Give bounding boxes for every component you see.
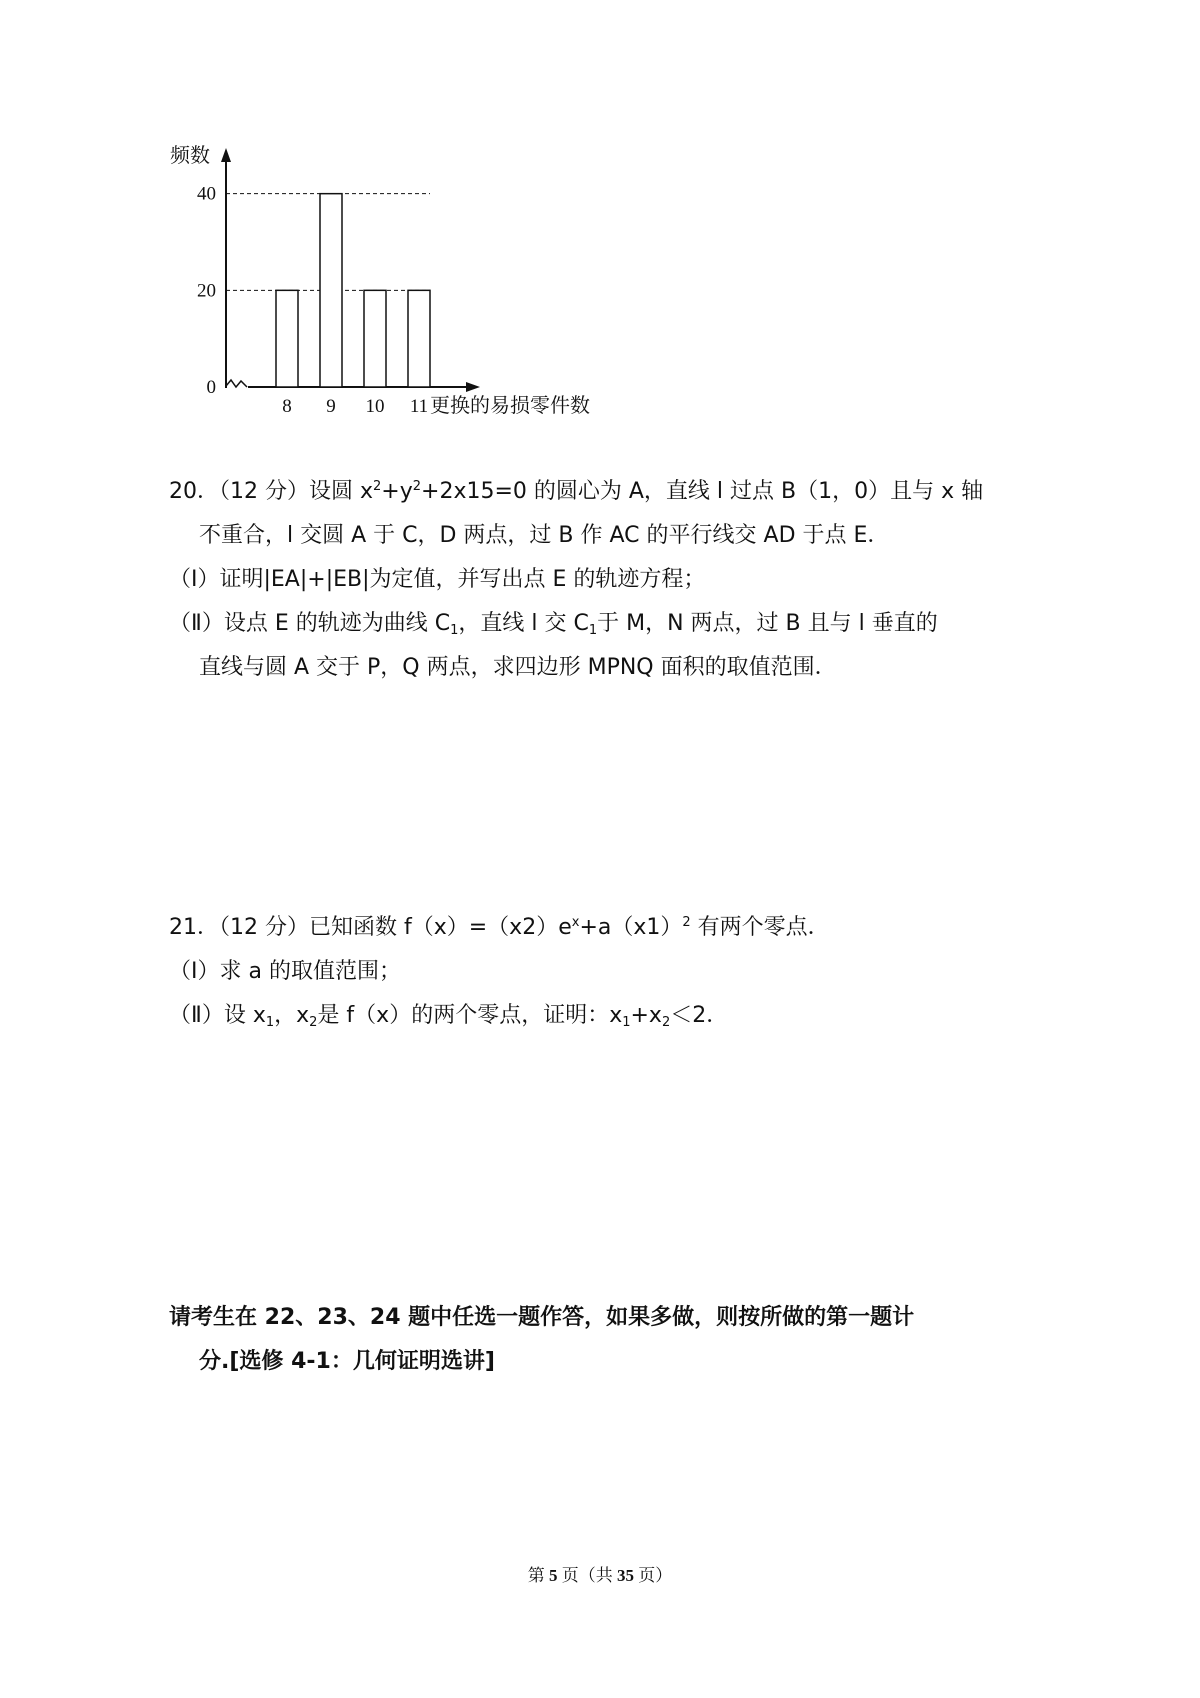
q21-line-1: 21．（12 分）已知函数 $f(x)=(x2)e^x+a(x1)^2$ 有两个零点． bbox=[169, 915, 830, 940]
q20-line-2: 不重合，l 交圆 A 于 C，D 两点，过 B 作 AC 的平行线交 AD 于点 E． bbox=[199, 523, 890, 548]
x-axis-arrow-icon bbox=[466, 382, 480, 392]
bar bbox=[364, 290, 386, 387]
x-axis-label: 更换的易损零件数 bbox=[430, 393, 590, 417]
page-total: 35 bbox=[617, 1566, 634, 1585]
y-axis-label: 频数 bbox=[170, 143, 210, 167]
q21-line-2: （Ⅰ）求 a 的取值范围； bbox=[169, 959, 401, 984]
q20-line-4: （Ⅱ）设点 E 的轨迹为曲线 $C_1$，直线 l 交 $C_1$于 M，N 两点，过 B 且与 l 垂直的 bbox=[169, 611, 938, 638]
x-tick-label: 11 bbox=[409, 396, 429, 417]
q20-line-1: 20．（12 分）设圆 $x^2+y^2+2x15=0$ 的圆心为 A，直线 l 过点 B（1，0）且与 x 轴 bbox=[169, 479, 984, 504]
q20-line-5: 直线与圆 A 交于 P，Q 两点，求四边形 MPNQ 面积的取值范围． bbox=[199, 655, 837, 680]
y-tick-label: 0 bbox=[206, 377, 216, 398]
note-line-1: 请考生在 22、23、24 题中任选一题作答，如果多做，则按所做的第一题计 bbox=[169, 1305, 915, 1330]
bar bbox=[408, 290, 430, 387]
bar bbox=[276, 290, 298, 387]
y-axis-arrow-icon bbox=[221, 148, 231, 162]
note-line-2: 分.[选修 4-1：几何证明选讲] bbox=[199, 1349, 495, 1374]
x-tick-label: 10 bbox=[365, 396, 385, 417]
q21-line-3: （Ⅱ）设 $x_1$，$x_2$是 f（x）的两个零点，证明：$x_1+x_2<2$． bbox=[169, 1003, 729, 1030]
q20-line-3: （Ⅰ）证明|EA|+|EB|为定值，并写出点 E 的轨迹方程； bbox=[169, 567, 706, 592]
bar-chart bbox=[170, 140, 640, 460]
x-tick-label: 9 bbox=[326, 396, 336, 417]
page-number: 5 bbox=[549, 1566, 558, 1585]
y-tick-label: 40 bbox=[197, 183, 216, 205]
page-footer: 第 5 页（共 35 页） bbox=[527, 1566, 673, 1585]
axis-break-icon bbox=[226, 380, 247, 387]
y-tick-label: 20 bbox=[197, 280, 216, 302]
x-tick-label: 8 bbox=[282, 396, 292, 417]
bar bbox=[320, 194, 342, 387]
